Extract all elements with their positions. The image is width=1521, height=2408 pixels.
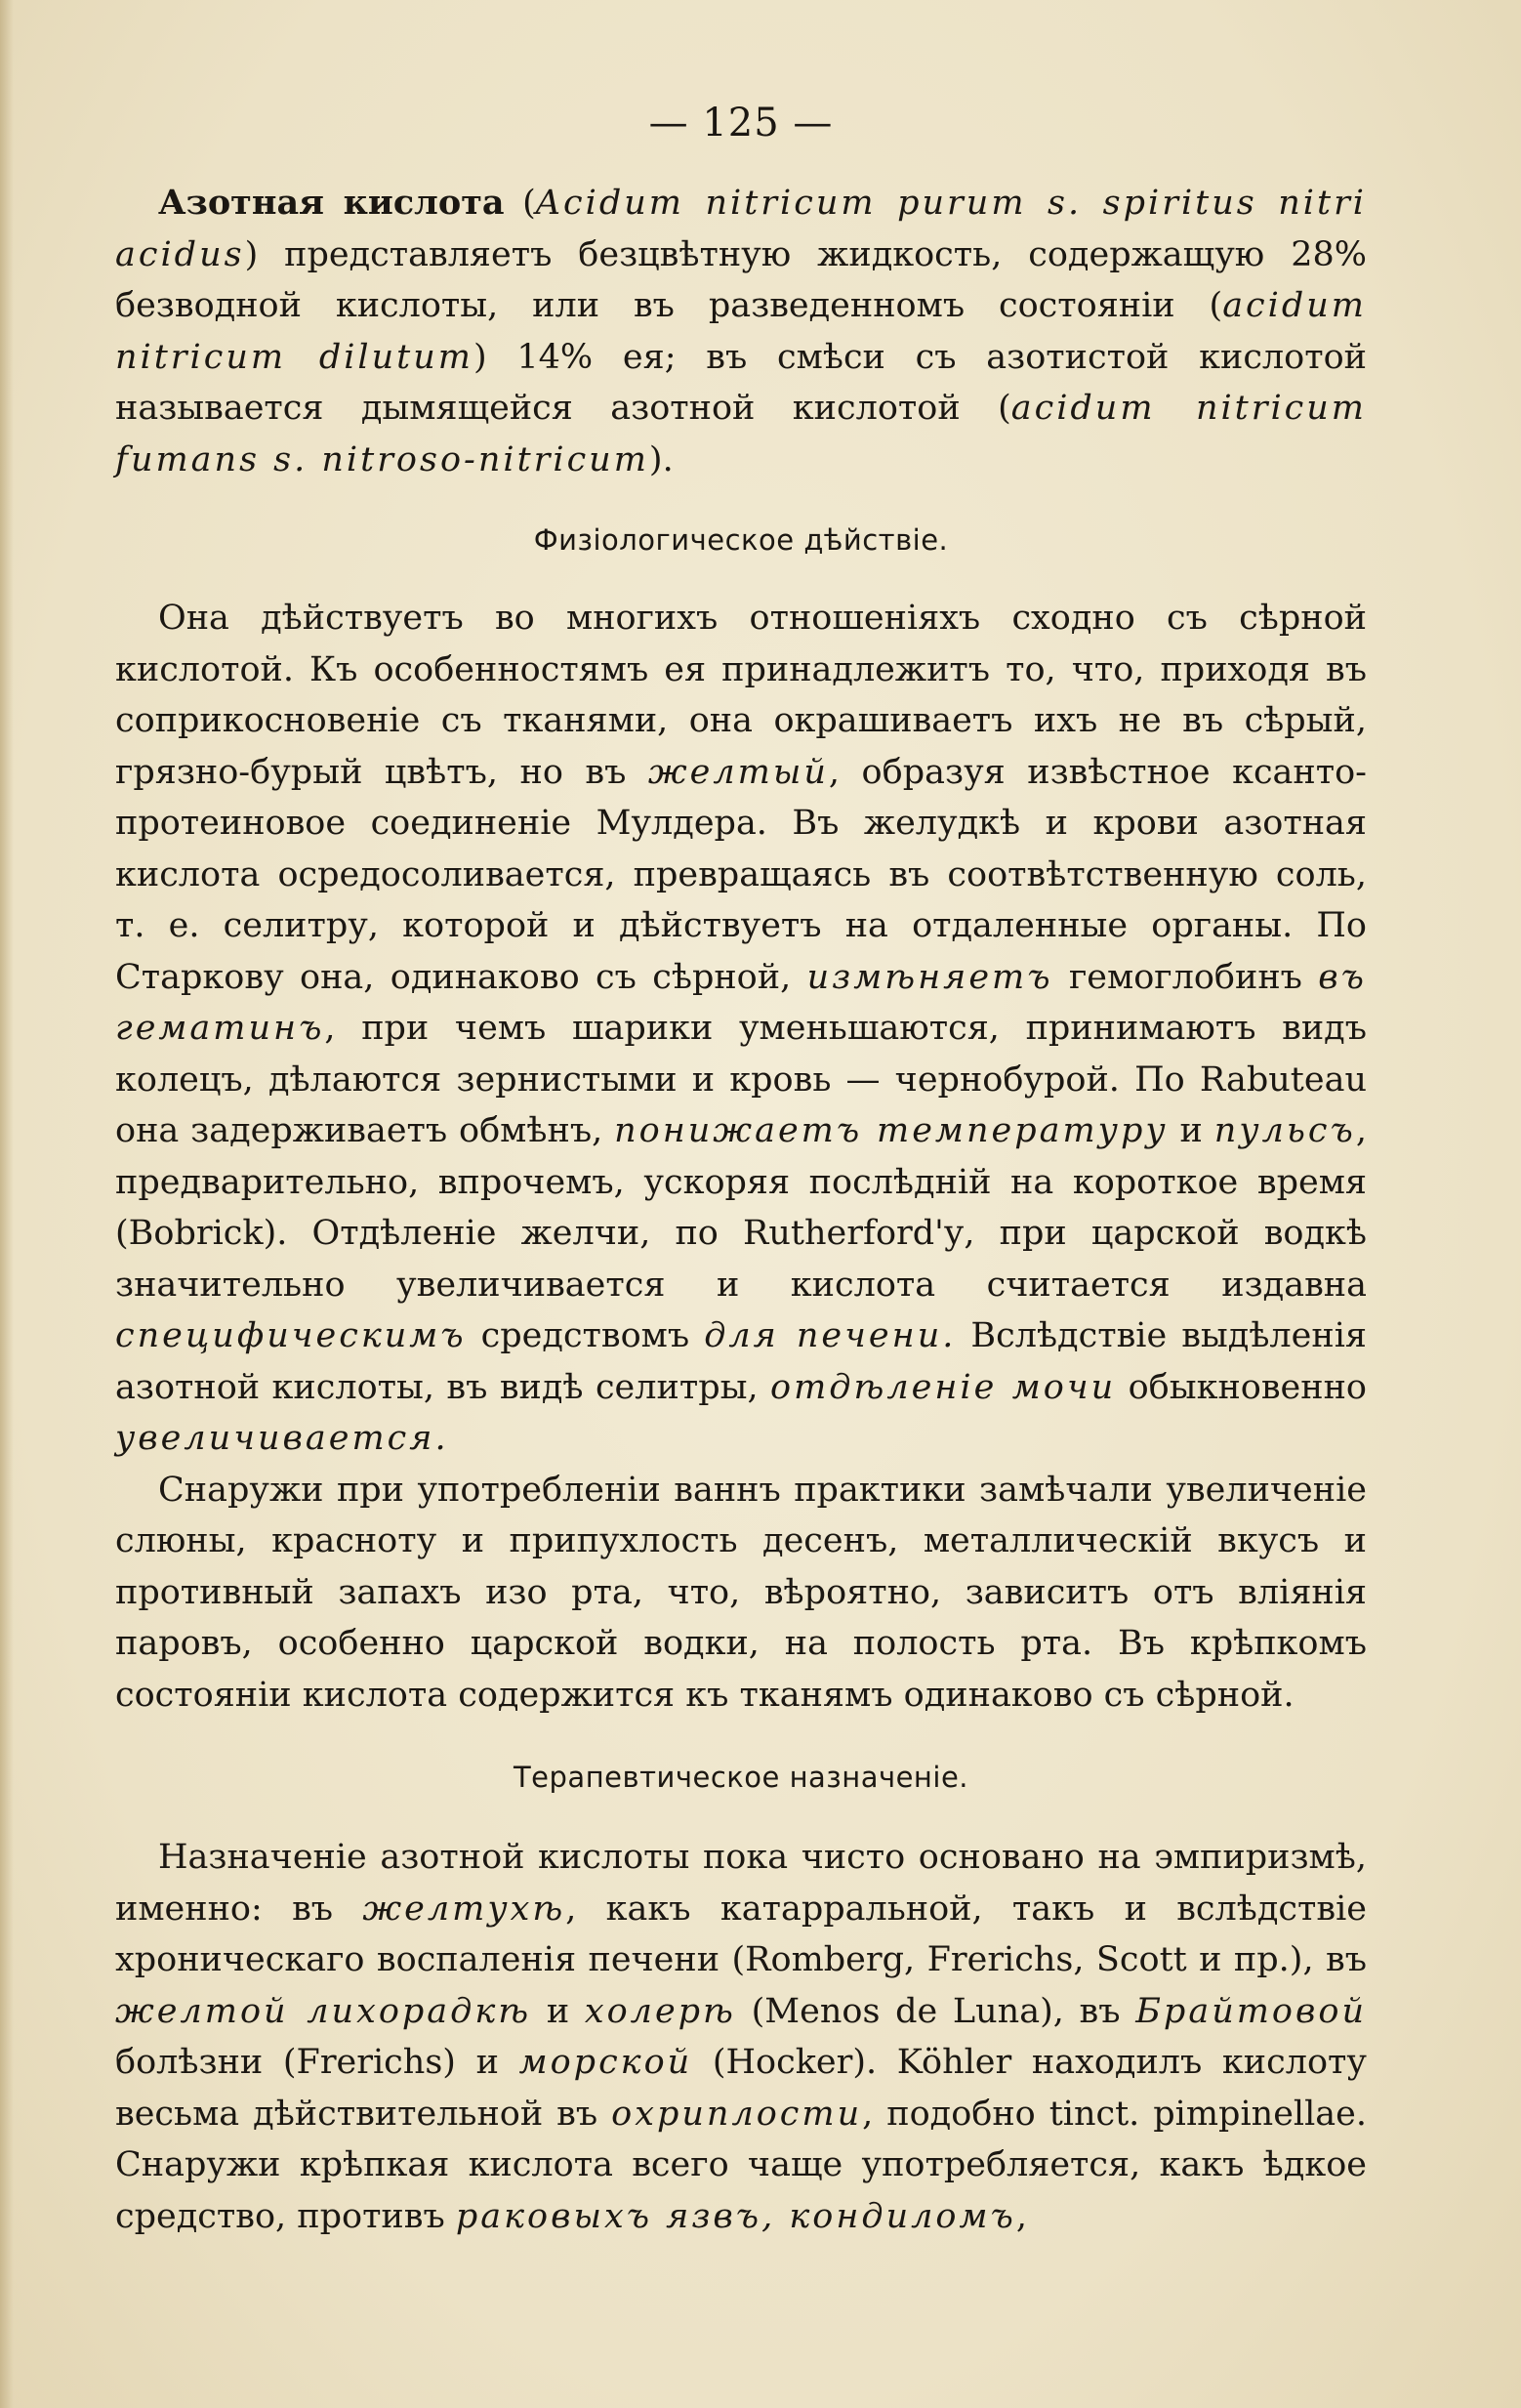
text-run: болѣзни (Frerichs) и <box>115 2043 519 2082</box>
section-heading: Терапевтическое назначеніе. <box>513 1761 969 1794</box>
text-run: Назначеніе азотной кислоты пока чисто основано на эмпиризмѣ, именно: въ <box>115 1838 1367 1929</box>
emphasized-text: раковыхъ язвъ, кондиломъ <box>455 2196 1016 2236</box>
emphasized-text: холерѣ <box>584 1991 736 2031</box>
page-number: — 125 — <box>648 101 834 145</box>
bold-term: Азотная кислота <box>158 183 505 223</box>
text-run: и <box>531 1991 585 2031</box>
emphasized-text: Брайтовой <box>1135 1991 1367 2031</box>
emphasized-text: охриплости <box>611 2094 863 2134</box>
text-run: , предварительно, впрочемъ, ускоряя послѣдній на короткое время (Bobrick). Отдѣленіе желчи, по Rutherford'у, при царской водкѣ значительно увеличивается и кислота считается издавна <box>115 1111 1367 1305</box>
emphasized-text: для печени. <box>704 1316 957 1355</box>
emphasized-text: понижаетъ температуру <box>614 1111 1169 1150</box>
body-paragraph <box>115 1465 1367 1722</box>
text-run: средствомъ <box>466 1316 705 1355</box>
text-run: обыкновенно <box>1116 1367 1367 1407</box>
emphasized-text: морской <box>518 2043 693 2082</box>
body-paragraph <box>115 593 1367 1465</box>
text-run: , при чемъ шарики уменьшаются, принимаютъ видъ колецъ, дѣлаются зернистыми и кровь — чернобурой. По Rabuteau она задерживаетъ обмѣнъ, <box>115 1009 1367 1150</box>
text-run: Снаружи при употребленіи ваннъ практики замѣчали увеличеніе слюны, красноту и припухлость десенъ, металлическій вкусъ и противный запахъ изо рта, что, вѣроятно, зависитъ отъ вліянія паровъ, особенно царской водки, на полость рта. Въ крѣпкомъ состояніи кислота содержится къ тканямъ одинаково съ сѣрной. <box>115 1470 1367 1715</box>
emphasized-text: измѣняетъ <box>806 957 1053 997</box>
text-run: и <box>1168 1111 1214 1150</box>
text-run: (Menos de Luna), въ <box>735 1991 1136 2031</box>
text-run: ) 14% ея; въ смѣси съ азотистой кислотой называется дымящейся азотной кислотой ( <box>115 337 1367 428</box>
page-spine-shadow <box>0 0 14 2408</box>
text-run: , образуя извѣстное ксанто-протеиновое соединеніе Мулдера. Въ желудкѣ и крови азотная кислота осредосоливается, превращаясь въ соотвѣтственную соль, т. е. селитру, которой и дѣйствуетъ на отдаленные органы. По Старкову она, одинаково съ сѣрной, <box>115 752 1367 997</box>
text-run: Она дѣйствуетъ во многихъ отношеніяхъ сходно съ сѣрной кислотой. Къ особенностямъ ея принадлежитъ то, что, приходя въ соприкосновеніе съ тканями, она окрашиваетъ ихъ не въ сѣрый, грязно-бурый цвѣтъ, но въ <box>115 599 1367 792</box>
text-run: гемоглобинъ <box>1052 957 1319 997</box>
text-run: Вслѣдствіе выдѣленія азотной кислоты, въ видѣ селитры, <box>115 1316 1367 1407</box>
emphasized-text: желтой лихорадкѣ <box>115 1991 532 2031</box>
text-run: ( <box>504 184 536 223</box>
emphasized-text: отдѣленіе мочи <box>770 1367 1117 1407</box>
emphasized-text: въ гематинъ <box>115 957 1367 1048</box>
text-run: ) представляетъ безцвѣтную жидкость, содержащую 28% безводной кислоты, или въ разведенномъ состояніи ( <box>115 234 1367 325</box>
body-paragraph <box>115 178 1367 485</box>
emphasized-text: acidum nitricum dilutum <box>115 286 1367 377</box>
emphasized-text: желтухѣ <box>362 1889 566 1929</box>
text-run: (Hocker). Köhler находилъ кислоту весьма дѣйствительной въ <box>115 2043 1367 2134</box>
text-run: , подобно tinct. pimpinellae. Снаружи крѣпкая кислота всего чаще употребляется, какъ ѣдкое средство, противъ <box>115 2094 1367 2236</box>
text-flow <box>115 178 1367 2242</box>
text-run: ). <box>648 439 674 479</box>
emphasized-text: acidum nitricum fumans s. nitroso-nitricum <box>115 389 1367 479</box>
emphasized-text: специфическимъ <box>115 1316 467 1355</box>
emphasized-text: увеличивается. <box>115 1419 449 1458</box>
emphasized-text: пульсъ <box>1213 1111 1356 1150</box>
text-run: , какъ катарральной, такъ и вслѣдствіе хроническаго воспаленія печени (Romberg, Frerichs, Scott и пр.), въ <box>115 1889 1367 1979</box>
text-run: , <box>1015 2196 1027 2236</box>
page-content <box>115 94 1367 2242</box>
emphasized-text: желтый <box>647 752 829 792</box>
emphasized-text: Acidum nitricum purum s. spiritus nitri acidus <box>115 184 1367 274</box>
body-paragraph <box>115 1832 1367 2242</box>
section-heading: Физіологическое дѣйствіе. <box>533 523 949 557</box>
